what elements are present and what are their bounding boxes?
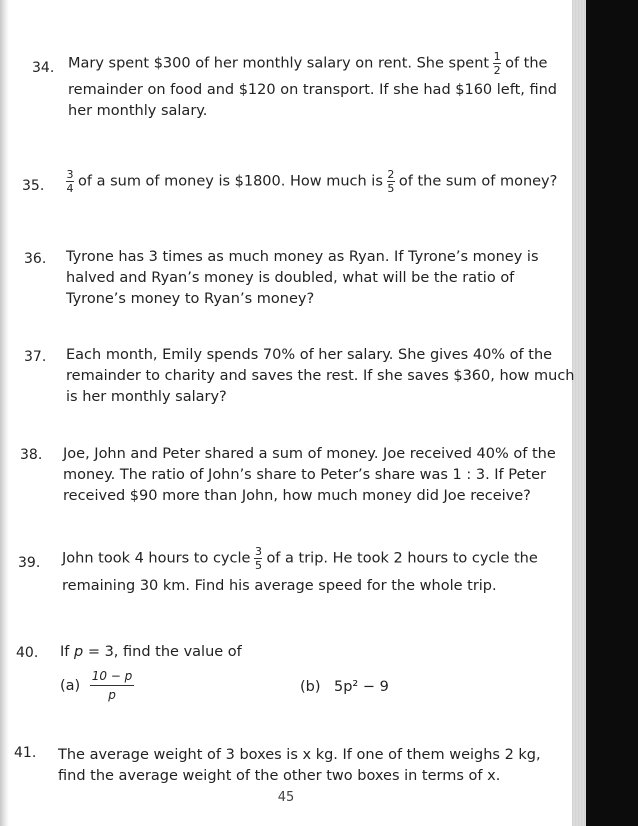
question-41	[58, 745, 541, 787]
question-text: her monthly salary.	[68, 103, 208, 119]
question-text: If	[60, 644, 70, 660]
part-b-label: (b)	[300, 679, 321, 695]
question-37	[66, 345, 574, 408]
question-text: remainder to charity and saves the rest. If she saves $360, how much	[66, 368, 575, 384]
part-a-label: (a)	[60, 678, 81, 694]
question-number: 34.	[32, 60, 55, 76]
question-text: halved and Ryan’s money is doubled, what will be the ratio of	[66, 270, 515, 286]
part-b-expression: 5p² − 9	[334, 679, 389, 695]
fraction: $\frac{3}{4}$	[66, 168, 74, 195]
question-text: of the	[505, 55, 548, 72]
scan-edge-gray	[572, 0, 586, 826]
question-text: of a trip. He took 2 hours to cycle the	[266, 550, 538, 567]
page-binding-shadow	[0, 0, 9, 826]
question-number: 41.	[14, 745, 37, 761]
question-text: Each month, Emily spends 70% of her salary. She gives 40% of the	[66, 347, 553, 363]
scan-edge-black	[586, 0, 638, 826]
question-text: of the sum of money?	[398, 173, 558, 190]
question-text: money. The ratio of John’s share to Peter’s share was 1 : 3. If Peter	[63, 467, 546, 483]
question-text: received $90 more than John, how much money did Joe receive?	[63, 488, 531, 504]
question-text: Tyrone has 3 times as much money as Ryan. If Tyrone’s money is	[66, 249, 539, 265]
fraction: $\frac{1}{2}$	[493, 50, 501, 77]
question-text: John took 4 hours to cycle	[62, 550, 251, 567]
question-text: The average weight of 3 boxes is x kg. If one of them weighs 2 kg,	[58, 747, 541, 763]
question-40	[60, 642, 242, 663]
question-text: find the average weight of the other two boxes in terms of x.	[58, 768, 501, 784]
question-number: 37.	[24, 349, 47, 365]
question-number: 35.	[22, 178, 45, 194]
variable: p	[74, 644, 84, 660]
question-number: 39.	[18, 555, 41, 571]
question-35	[66, 168, 557, 195]
question-number: 38.	[20, 447, 43, 463]
question-text: remainder on food and $120 on transport. If she had $160 left, find	[68, 82, 557, 98]
question-text: Mary spent $300 of her monthly salary on rent. She spent	[68, 55, 490, 72]
question-number: 40.	[16, 645, 39, 661]
question-36	[66, 247, 539, 310]
question-34	[68, 50, 557, 122]
question-text: = 3, find the value of	[87, 644, 242, 660]
question-text: of a sum of money is $1800. How much is	[78, 173, 383, 190]
part-a-fraction: 10 − p p	[91, 669, 133, 702]
page-number: 45	[277, 790, 295, 805]
question-text: Joe, John and Peter shared a sum of money. Joe received 40% of the	[63, 446, 556, 462]
fraction: $\frac{3}{5}$	[254, 545, 262, 572]
question-text: is her monthly salary?	[66, 389, 227, 405]
question-text: Tyrone’s money to Ryan’s money?	[66, 291, 315, 307]
question-number: 36.	[24, 251, 47, 267]
question-text: remaining 30 km. Find his average speed for the whole trip.	[62, 578, 497, 594]
fraction: $\frac{2}{5}$	[387, 168, 395, 195]
question-39	[62, 545, 538, 597]
question-38	[63, 444, 556, 507]
